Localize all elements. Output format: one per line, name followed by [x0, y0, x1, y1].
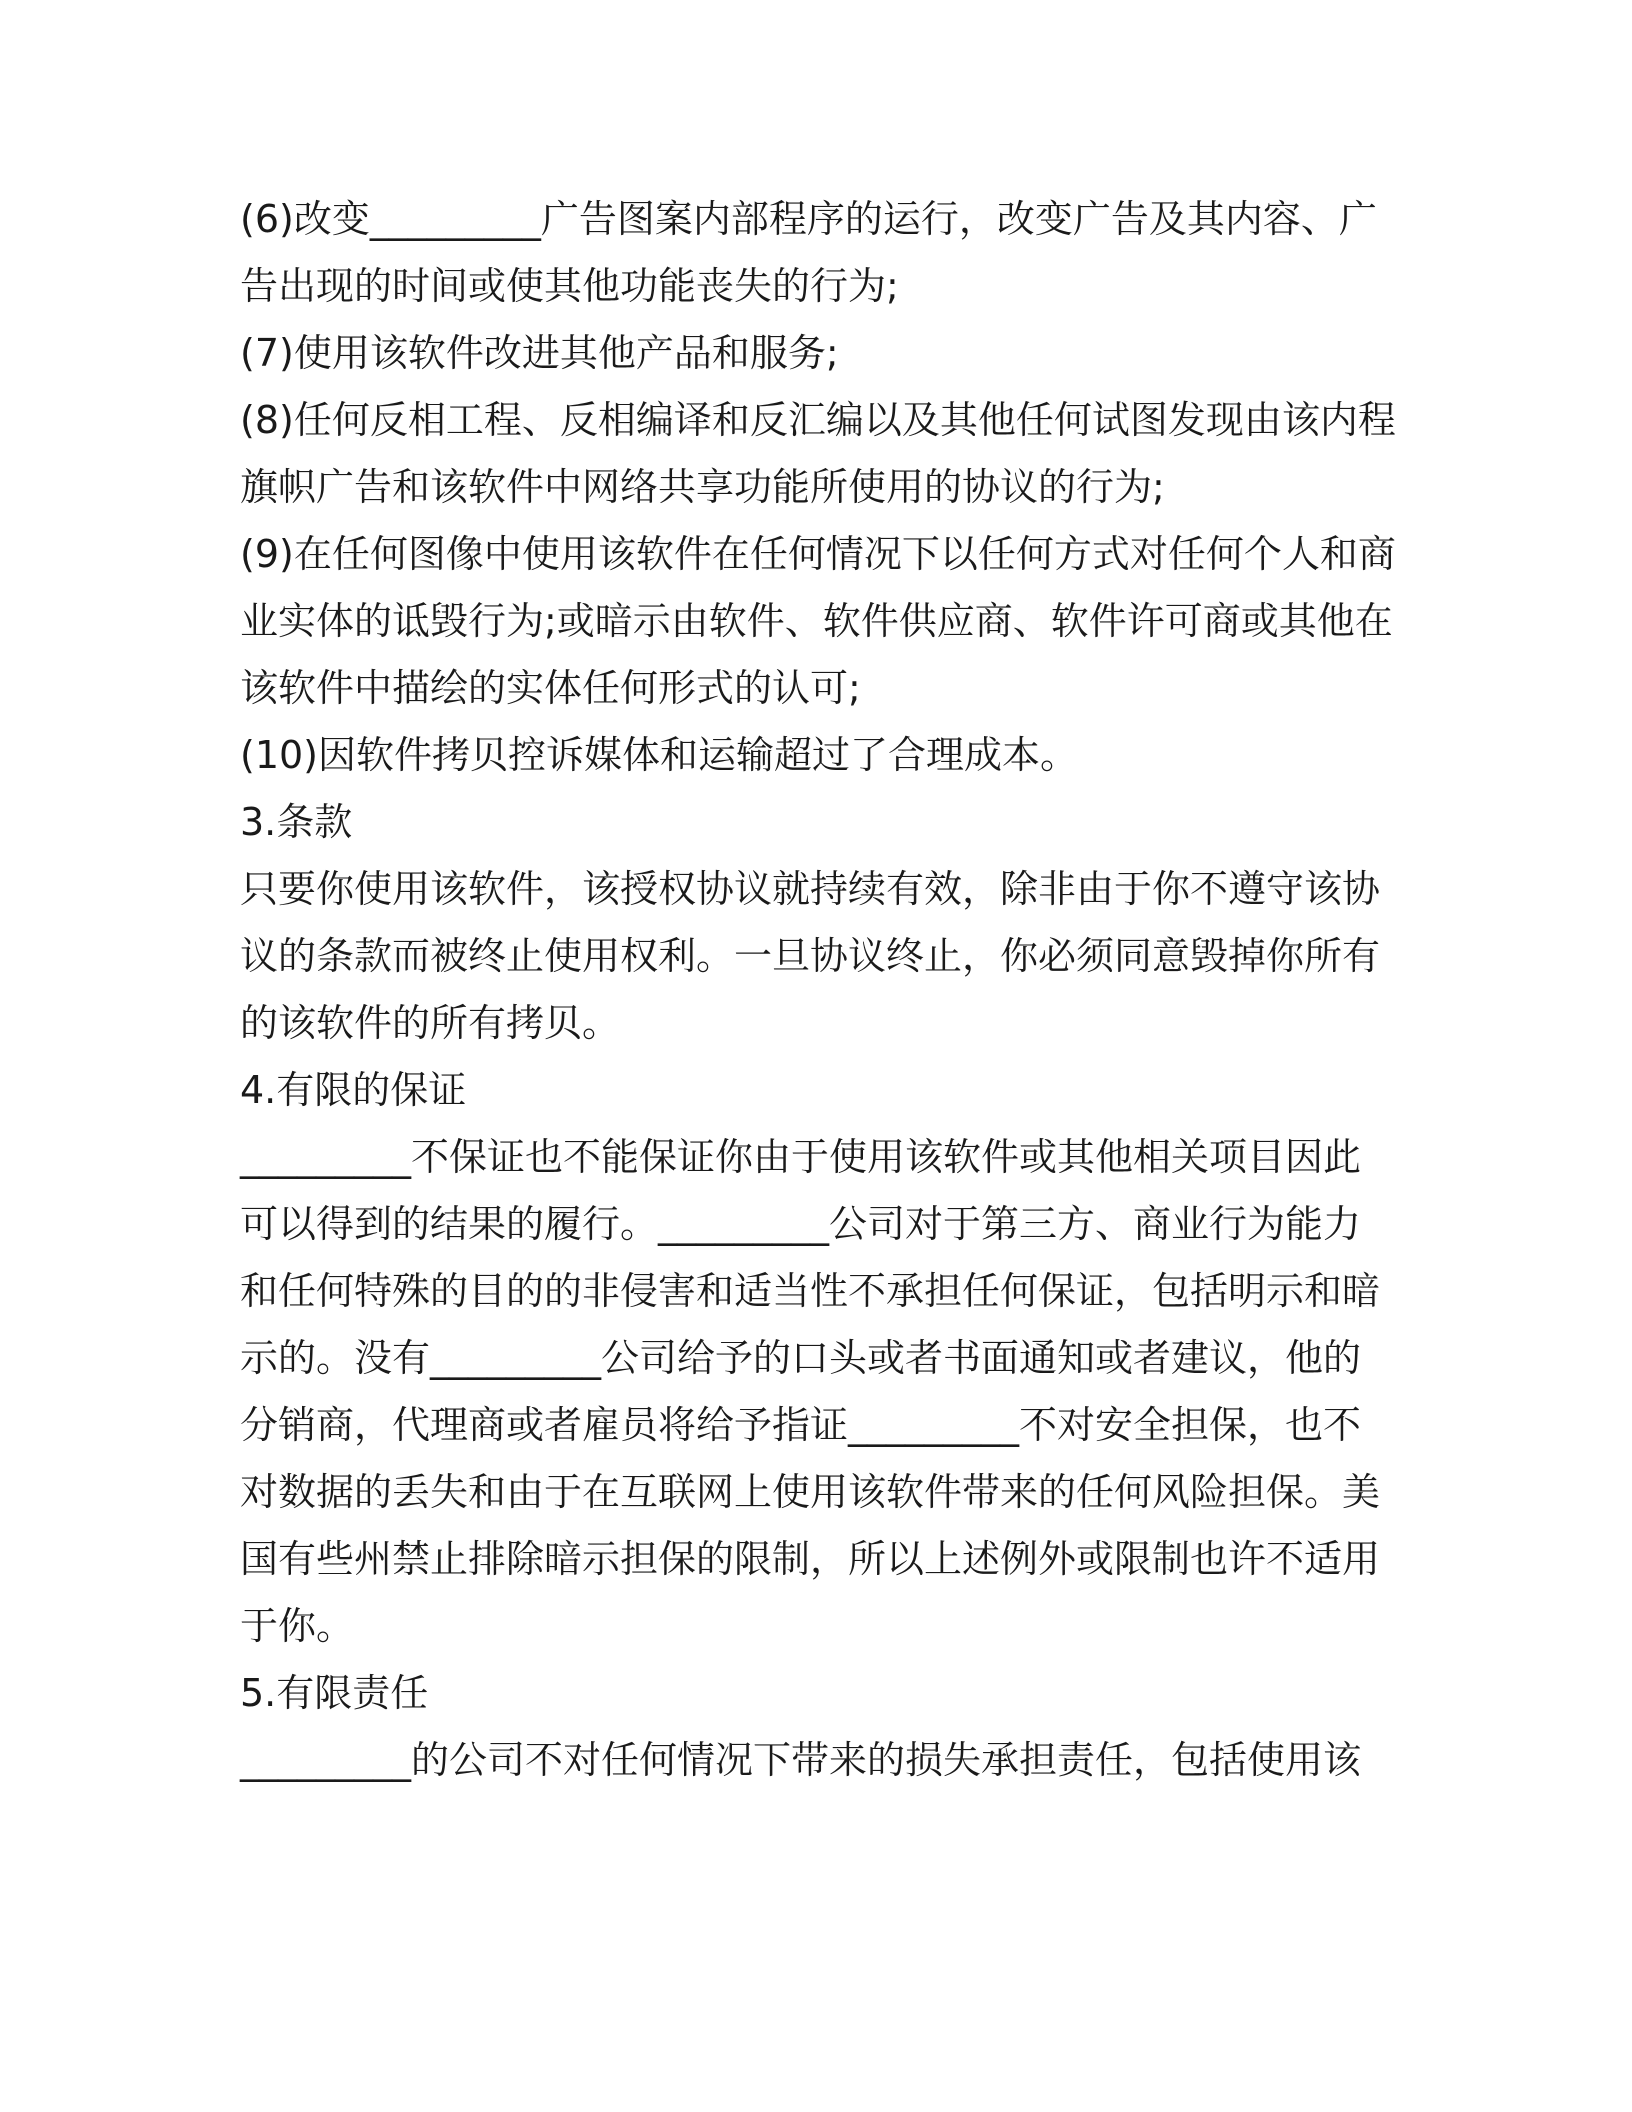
- text-line: (8)任何反相工程、反相编译和反汇编以及其他任何试图发现由该内程: [240, 398, 1396, 442]
- text-line: _________不保证也不能保证你由于使用该软件或其他相关项目因此: [240, 1135, 1362, 1179]
- document-body: [240, 186, 1396, 1794]
- text-line: 分销商，代理商或者雇员将给予指证_________不对安全担保，也不: [240, 1403, 1362, 1447]
- text-line: (10)因软件拷贝控诉媒体和运输超过了合理成本。: [240, 733, 1079, 777]
- text-line: 只要你使用该软件，该授权协议就持续有效，除非由于你不遵守该协: [240, 867, 1381, 911]
- text-line: 议的条款而被终止使用权利。一旦协议终止，你必须同意毁掉你所有: [240, 934, 1381, 978]
- text-line: (7)使用该软件改进其他产品和服务;: [240, 331, 839, 375]
- section-heading: 4.有限的保证: [240, 1068, 467, 1112]
- text-line: 告出现的时间或使其他功能丧失的行为;: [240, 264, 899, 308]
- text-line: 该软件中描绘的实体任何形式的认可;: [240, 666, 861, 710]
- text-line: 国有些州禁止排除暗示担保的限制，所以上述例外或限制也许不适用: [240, 1537, 1381, 1581]
- text-line: (6)改变_________广告图案内部程序的运行，改变广告及其内容、广: [240, 197, 1377, 241]
- text-line: 和任何特殊的目的的非侵害和适当性不承担任何保证，包括明示和暗: [240, 1269, 1381, 1313]
- text-line: _________的公司不对任何情况下带来的损失承担责任，包括使用该: [240, 1738, 1362, 1782]
- text-line: 于你。: [240, 1604, 355, 1648]
- section-heading: 3.条款: [240, 800, 353, 844]
- text-line: 业实体的诋毁行为;或暗示由软件、软件供应商、软件许可商或其他在: [240, 599, 1393, 643]
- text-line: (9)在任何图像中使用该软件在任何情况下以任何方式对任何个人和商: [240, 532, 1396, 576]
- section-heading: 5.有限责任: [240, 1671, 429, 1715]
- text-line: 可以得到的结果的履行。_________公司对于第三方、商业行为能力: [240, 1202, 1362, 1246]
- text-line: 的该软件的所有拷贝。: [240, 1001, 621, 1045]
- text-line: 对数据的丢失和由于在互联网上使用该软件带来的任何风险担保。美: [240, 1470, 1381, 1514]
- text-line: 旗帜广告和该软件中网络共享功能所使用的协议的行为;: [240, 465, 1165, 509]
- text-line: 示的。没有_________公司给予的口头或者书面通知或者建议，他的: [240, 1336, 1362, 1380]
